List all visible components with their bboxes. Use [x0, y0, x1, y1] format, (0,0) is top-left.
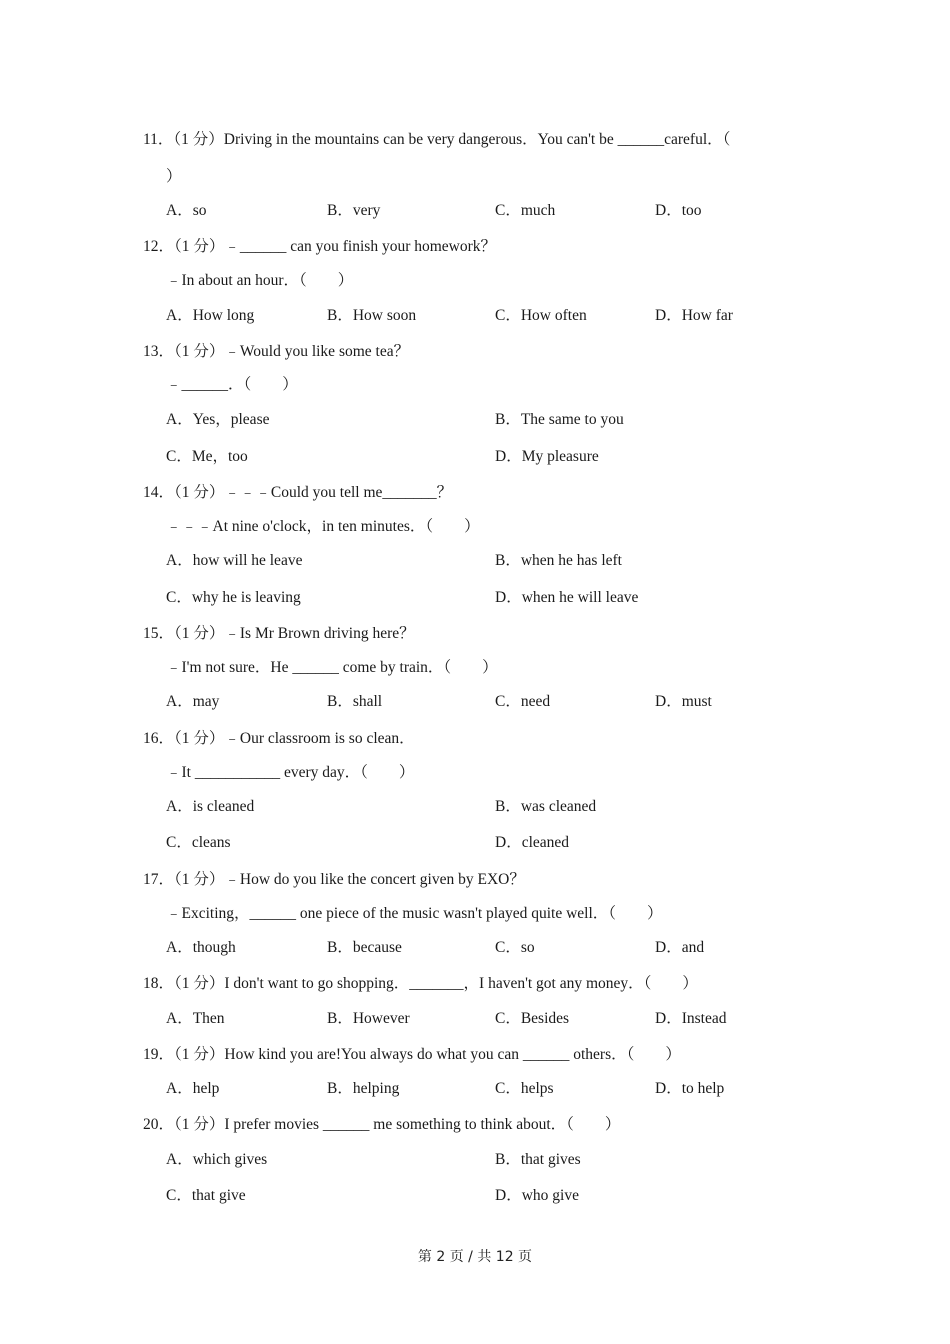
question-11-option-d: D．too [655, 202, 702, 219]
question-13-option-c: C．Me，too [166, 448, 248, 465]
question-15-response: ﹣I'm not sure．He ______ come by train．（ ） [166, 659, 498, 676]
question-17-response: ﹣Exciting，______ one piece of the music wasn't played quite well．（ ） [166, 905, 663, 922]
question-15-stem: 15．（1 分）﹣Is Mr Brown driving here？ [143, 625, 415, 642]
question-13-option-a: A．Yes，please [166, 411, 270, 428]
question-19-option-d: D．to help [655, 1080, 725, 1097]
question-20-option-c: C．that give [166, 1187, 246, 1204]
question-14-option-d: D．when he will leave [495, 589, 639, 606]
question-18-option-b: B．However [327, 1010, 410, 1027]
question-19-option-a: A．help [166, 1080, 220, 1097]
question-13-option-b: B．The same to you [495, 411, 624, 428]
question-12-option-d: D．How far [655, 307, 733, 324]
question-12-option-c: C．How often [495, 307, 587, 324]
question-16-option-d: D．cleaned [495, 834, 570, 851]
question-16-stem: 16．（1 分）﹣Our classroom is so clean． [143, 730, 415, 747]
question-20-option-a: A．which gives [166, 1151, 268, 1168]
question-14-stem: 14．（1 分）﹣﹣﹣Could you tell me_______？ [143, 484, 453, 501]
question-13-response: ﹣______．（ ） [166, 376, 298, 393]
question-15-option-d: D．must [655, 693, 712, 710]
question-12-option-a: A．How long [166, 307, 255, 324]
question-16-option-c: C．cleans [166, 834, 231, 851]
question-19-option-c: C．helps [495, 1080, 554, 1097]
question-17-option-d: D．and [655, 939, 705, 956]
question-16-option-a: A．is cleaned [166, 798, 255, 815]
question-11-option-a: A．so [166, 202, 207, 219]
question-18-option-d: D．Instead [655, 1010, 727, 1027]
question-13-stem: 13．（1 分）﹣Would you like some tea？ [143, 343, 410, 360]
question-16-response: ﹣It ___________ every day．（ ） [166, 764, 415, 781]
question-17-option-b: B．because [327, 939, 402, 956]
question-11-option-c: C．much [495, 202, 556, 219]
question-18-option-a: A．Then [166, 1010, 225, 1027]
question-11-stem-continued: ） [166, 168, 182, 185]
question-18-option-c: C．Besides [495, 1010, 570, 1027]
question-19-option-b: B．helping [327, 1080, 400, 1097]
question-14-option-a: A．how will he leave [166, 552, 303, 569]
question-12-response: ﹣In about an hour．（ ） [166, 272, 354, 289]
question-15-option-a: A．may [166, 693, 220, 710]
question-14-response: ﹣﹣﹣At nine o'clock，in ten minutes．（ ） [166, 518, 480, 535]
question-19-stem: 19．（1 分）How kind you are!You always do what you can ______ others．（ ） [143, 1046, 681, 1063]
question-14-option-b: B．when he has left [495, 552, 622, 569]
question-17-option-c: C．so [495, 939, 535, 956]
question-17-stem: 17．（1 分）﹣How do you like the concert given by EXO？ [143, 871, 525, 888]
question-18-stem: 18．（1 分）I don't want to go shopping．_______，I haven't got any money．（ ） [143, 975, 698, 992]
question-15-option-c: C．need [495, 693, 551, 710]
question-16-option-b: B．was cleaned [495, 798, 597, 815]
question-11-option-b: B．very [327, 202, 381, 219]
question-20-option-b: B．that gives [495, 1151, 581, 1168]
question-20-stem: 20．（1 分）I prefer movies ______ me something to think about．（ ） [143, 1116, 621, 1133]
question-15-option-b: B．shall [327, 693, 383, 710]
question-12-option-b: B．How soon [327, 307, 417, 324]
page-number-footer: 第 2 页 / 共 12 页 [417, 1249, 533, 1265]
question-11-stem: 11．（1 分）Driving in the mountains can be very dangerous．You can't be ______careful．（ [143, 131, 731, 148]
question-14-option-c: C．why he is leaving [166, 589, 301, 606]
question-13-option-d: D．My pleasure [495, 448, 599, 465]
question-17-option-a: A．though [166, 939, 236, 956]
question-12-stem: 12．（1 分）﹣______ can you finish your homework？ [143, 238, 497, 255]
question-20-option-d: D．who give [495, 1187, 579, 1204]
